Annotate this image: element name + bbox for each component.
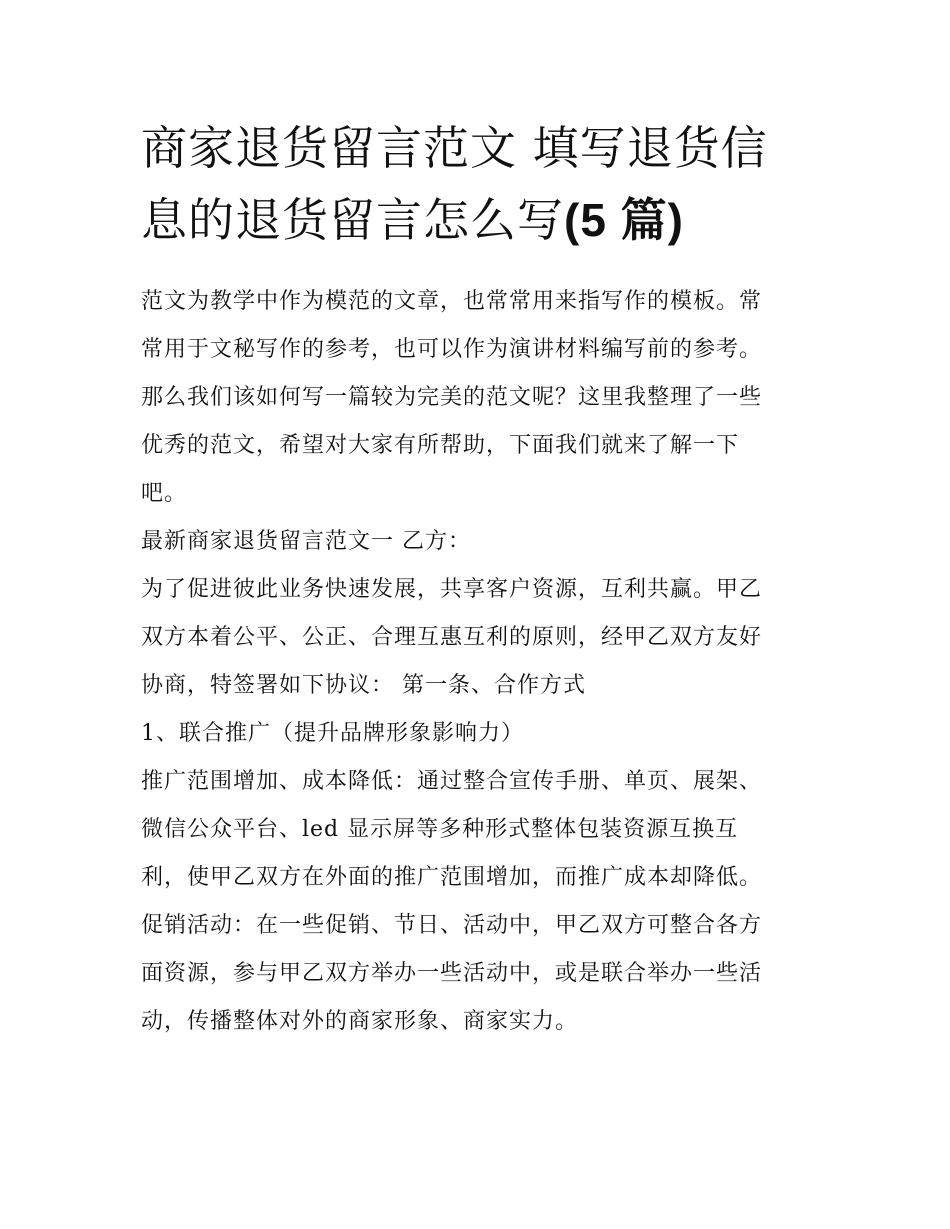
section-line: 为了促进彼此业务快速发展，共享客户资源，互利共赢。甲乙 <box>141 577 763 602</box>
item-line: 利，使甲乙双方在外面的推广范围增加，而推广成本却降低。 <box>141 865 763 890</box>
title-line-2-text: 息的退货留言怎么写 <box>141 193 564 247</box>
intro-line: 范文为教学中作为模范的文章，也常常用来指写作的模板。常 <box>141 289 763 314</box>
title-count: (5 篇) <box>564 194 684 246</box>
intro-line: 常用于文秘写作的参考，也可以作为演讲材料编写前的参考。 <box>141 337 763 362</box>
document-body <box>141 278 821 1046</box>
item-line: 促销活动：在一些促销、节日、活动中，甲乙双方可整合各方 <box>141 913 763 938</box>
section-heading: 最新商家退货留言范文一 乙方： <box>141 529 471 554</box>
section-line: 协商，特签署如下协议： 第一条、合作方式 <box>141 673 586 698</box>
item-heading: 1、联合推广（提升品牌形象影响力） <box>141 721 524 746</box>
item-line: 面资源，参与甲乙双方举办一些活动中，或是联合举办一些活 <box>141 961 763 986</box>
item-line: 动，传播整体对外的商家形象、商家实力。 <box>141 1009 579 1034</box>
intro-line: 优秀的范文，希望对大家有所帮助，下面我们就来了解一下 <box>141 433 740 458</box>
item-line: 微信公众平台、led 显示屏等多种形式整体包装资源互换互 <box>141 817 739 842</box>
intro-line: 吧。 <box>141 481 188 506</box>
document-title <box>141 112 821 256</box>
title-line-1: 商家退货留言范文 填写退货信 <box>141 121 768 175</box>
intro-line: 那么我们该如何写一篇较为完美的范文呢？这里我整理了一些 <box>141 385 763 410</box>
title-line-2 <box>141 193 684 247</box>
section-line: 双方本着公平、公正、合理互惠互利的原则，经甲乙双方友好 <box>141 625 763 650</box>
item-line: 推广范围增加、成本降低：通过整合宣传手册、单页、展架、 <box>141 769 763 794</box>
